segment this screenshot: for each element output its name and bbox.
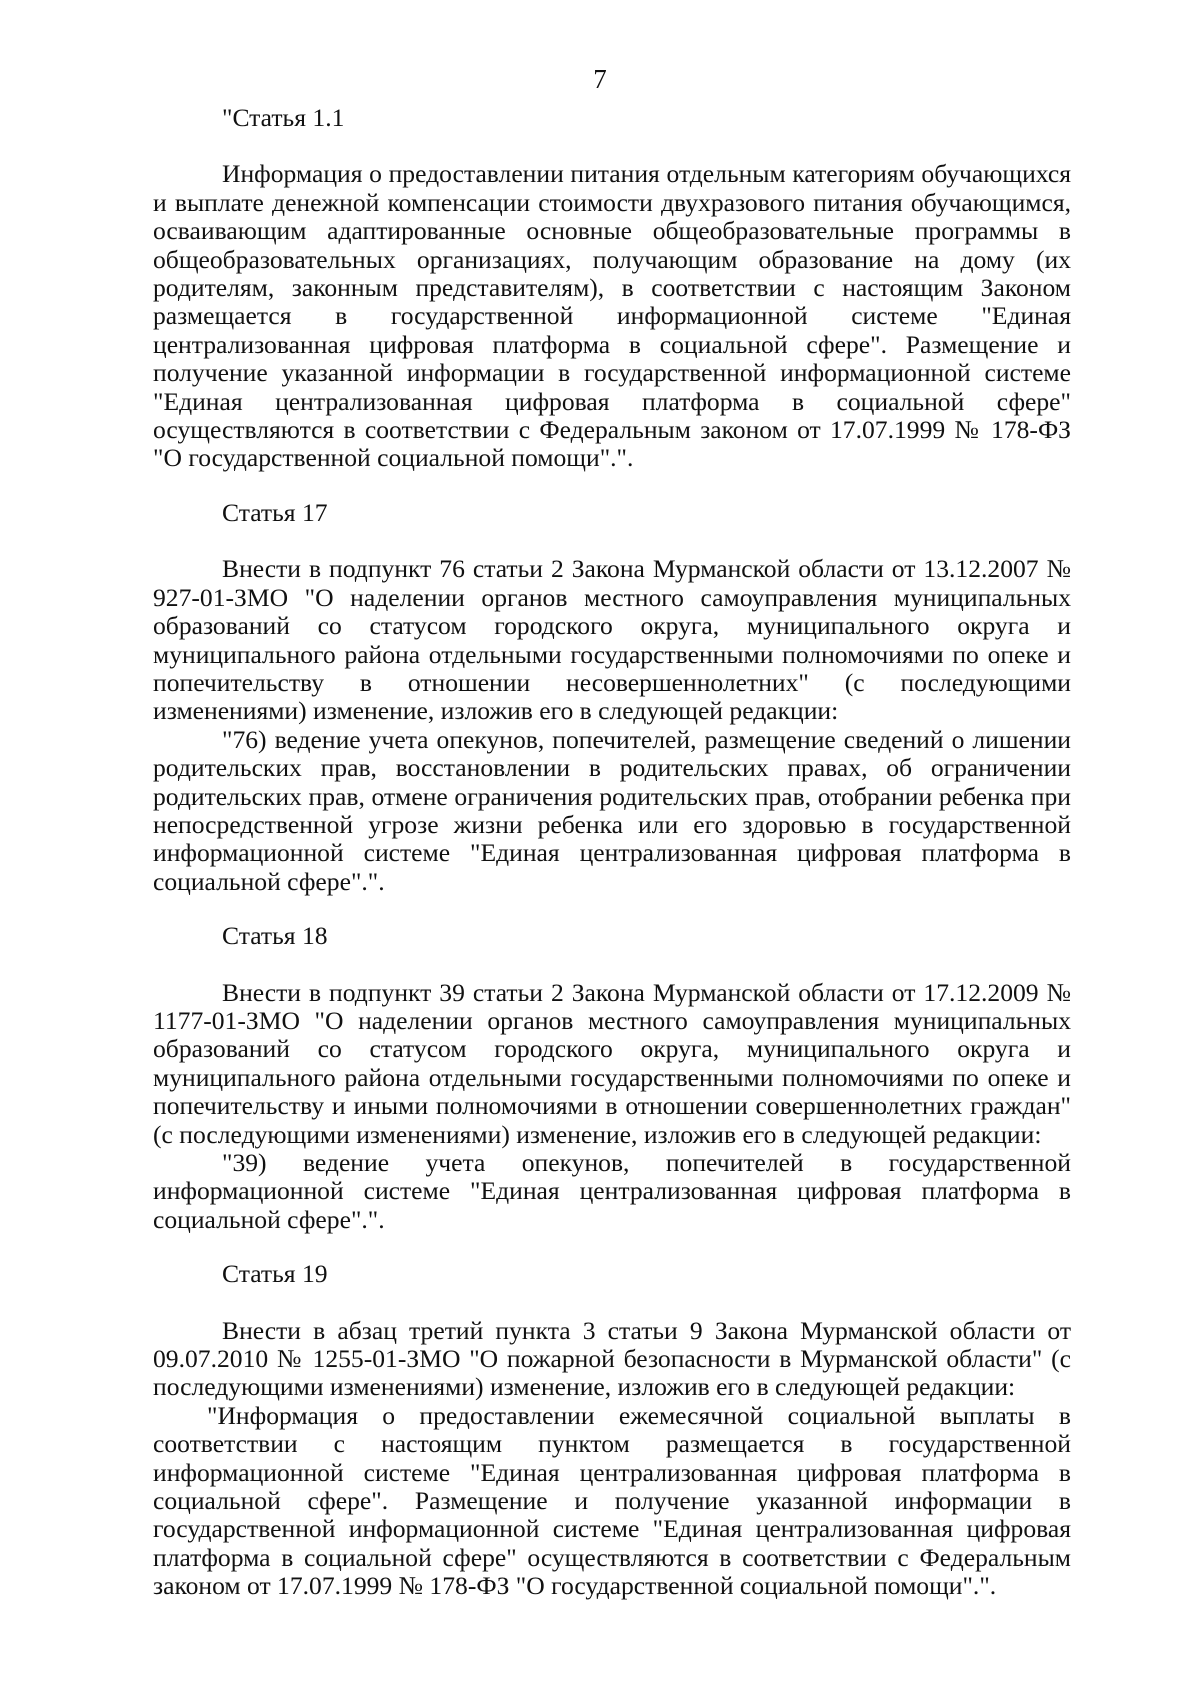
article-17 <box>153 499 1071 896</box>
page-number: 7 <box>593 64 607 94</box>
paragraph: Внести в подпункт 39 статьи 2 Закона Мурманской области от 17.12.2009 № 1177-01-ЗМО "О наделении органов местного самоуправления муниципальных образований со статусом городского округа, муниципального округа и муниципального района отдельными государственными полномочиями по опеке и попечительству и иными полномочиями в отношении совершеннолетних граждан" (с последующими изменениями) изменение, изложив его в следующей редакции: <box>153 977 1071 1149</box>
article-1-1 <box>153 104 1071 473</box>
article-heading: Статья 19 <box>222 1259 328 1289</box>
paragraph: "Информация о предоставлении ежемесячной социальной выплаты в соответствии с настоящим пунктом размещается в государственной информационной системе "Единая централизованная цифровая платформа в социальной сфере". Размещение и получение указанной информации в государственной информационной системе "Единая централизованная цифровая платформа в социальной сфере" осуществляются в соответствии с Федеральным законом от 17.07.1999 № 178-ФЗ "О государственной социальной помощи".". <box>153 1400 1071 1601</box>
article-heading: Статья 18 <box>222 921 328 951</box>
article-18 <box>153 922 1071 1234</box>
paragraph: Внести в абзац третий пункта 3 статьи 9 Закона Мурманской области от 09.07.2010 № 1255-01-ЗМО "О пожарной безопасности в Мурманской области" (с последующими изменениями) изменение, изложив его в следующей редакции: <box>153 1315 1071 1402</box>
paragraph: "39) ведение учета опекунов, попечителей в государственной информационной системе "Единая централизованная цифровая платформа в социальной сфере".". <box>153 1148 1071 1234</box>
article-heading: "Статья 1.1 <box>222 103 345 132</box>
article-19 <box>153 1260 1071 1600</box>
paragraph: Информация о предоставлении питания отдельным категориям обучающихся и выплате денежной компенсации стоимости двухразового питания обучающимся, осваивающим адаптированные основные общеобразовательные программы в общеобразовательных организациях, получающим образование на дому (их родителям, законным представителям), в соответствии с настоящим Законом размещается в государственной информационной системе "Единая централизованная цифровая платформа в социальной сфере". Размещение и получение указанной информации в государственной информационной системе "Единая централизованная цифровая платформа в социальной сфере" осуществляются в соответствии с Федеральным законом от 17.07.1999 № 178-ФЗ "О государственной социальной помощи".". <box>153 159 1071 473</box>
paragraph: Внести в подпункт 76 статьи 2 Закона Мурманской области от 13.12.2007 № 927-01-ЗМО "О наделении органов местного самоуправления муниципальных образований со статусом городского округа, муниципального округа и муниципального района отдельными государственными полномочиями по опеке и попечительству в отношении несовершеннолетних" (с последующими изменениями) изменение, изложив его в следующей редакции: <box>153 554 1071 726</box>
article-heading: Статья 17 <box>222 497 328 527</box>
document-body <box>153 104 1071 1601</box>
paragraph: "76) ведение учета опекунов, попечителей, размещение сведений о лишении родительских прав, восстановлении в родительских правах, об ограничении родительских прав, отмене ограничения родительских прав, отобрании ребенка при непосредственной угрозе жизни ребенка или его здоровью в государственной информационной системе "Единая централизованная цифровая платформа в социальной сфере".". <box>153 724 1071 896</box>
